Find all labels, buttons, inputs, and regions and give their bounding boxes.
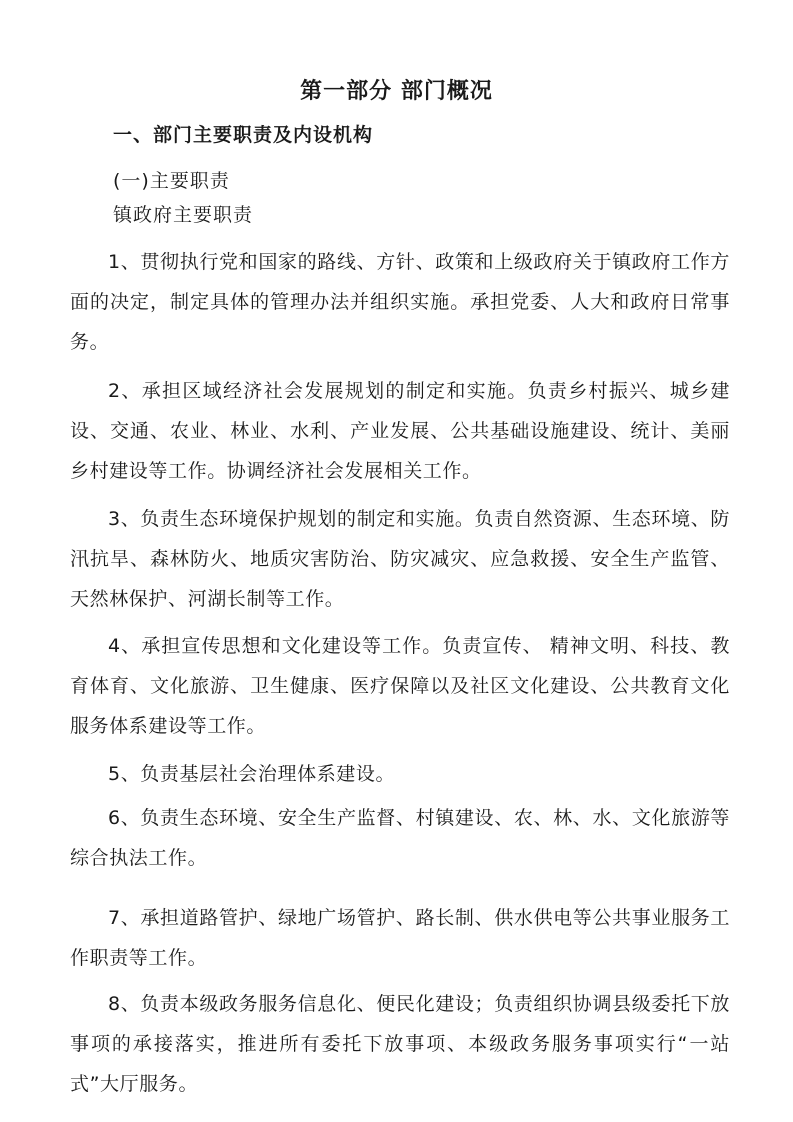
duty-paragraph-4: 4、承担宣传思想和文化建设等工作。负责宣传、 精神文明、科技、教育体育、文化旅游、卫生健康、医疗保障以及社区文化建设、公共教育文化服务体系建设等工作。 [70, 635, 730, 737]
section-heading: 一、部门主要职责及内设机构 [113, 124, 374, 146]
subsection-heading: (一)主要职责 [113, 170, 230, 192]
duty-paragraph-8: 8、负责本级政务服务信息化、便民化建设；负责组织协调县级委托下放事项的承接落实，推进所有委托下放事项、本级政务服务事项实行“一站式”大厅服务。 [70, 993, 730, 1095]
duty-paragraph-1: 1、贯彻执行党和国家的路线、方针、政策和上级政府关于镇政府工作方面的决定，制定具体的管理办法并组织实施。承担党委、人大和政府日常事务。 [70, 251, 730, 353]
duty-paragraph-5: 5、负责基层社会治理体系建设。 [108, 763, 396, 785]
duty-paragraph-6: 6、负责生态环境、安全生产监督、村镇建设、农、林、水、文化旅游等综合执法工作。 [70, 807, 730, 869]
duty-paragraph-3: 3、负责生态环境保护规划的制定和实施。负责自然资源、生态环境、防汛抗旱、森林防火、地质灾害防治、防灾减灾、应急救援、安全生产监管、天然林保护、河湖长制等工作。 [70, 508, 730, 610]
duty-paragraph-2: 2、承担区域经济社会发展规划的制定和实施。负责乡村振兴、城乡建设、交通、农业、林业、水利、产业发展、公共基础设施建设、统计、美丽乡村建设等工作。协调经济社会发展相关工作。 [70, 380, 730, 482]
page-title: 第一部分 部门概况 [300, 79, 493, 104]
duty-paragraph-7: 7、承担道路管护、绿地广场管护、路长制、供水供电等公共事业服务工作职责等工作。 [70, 907, 730, 969]
subsection-subtitle: 镇政府主要职责 [113, 204, 254, 226]
